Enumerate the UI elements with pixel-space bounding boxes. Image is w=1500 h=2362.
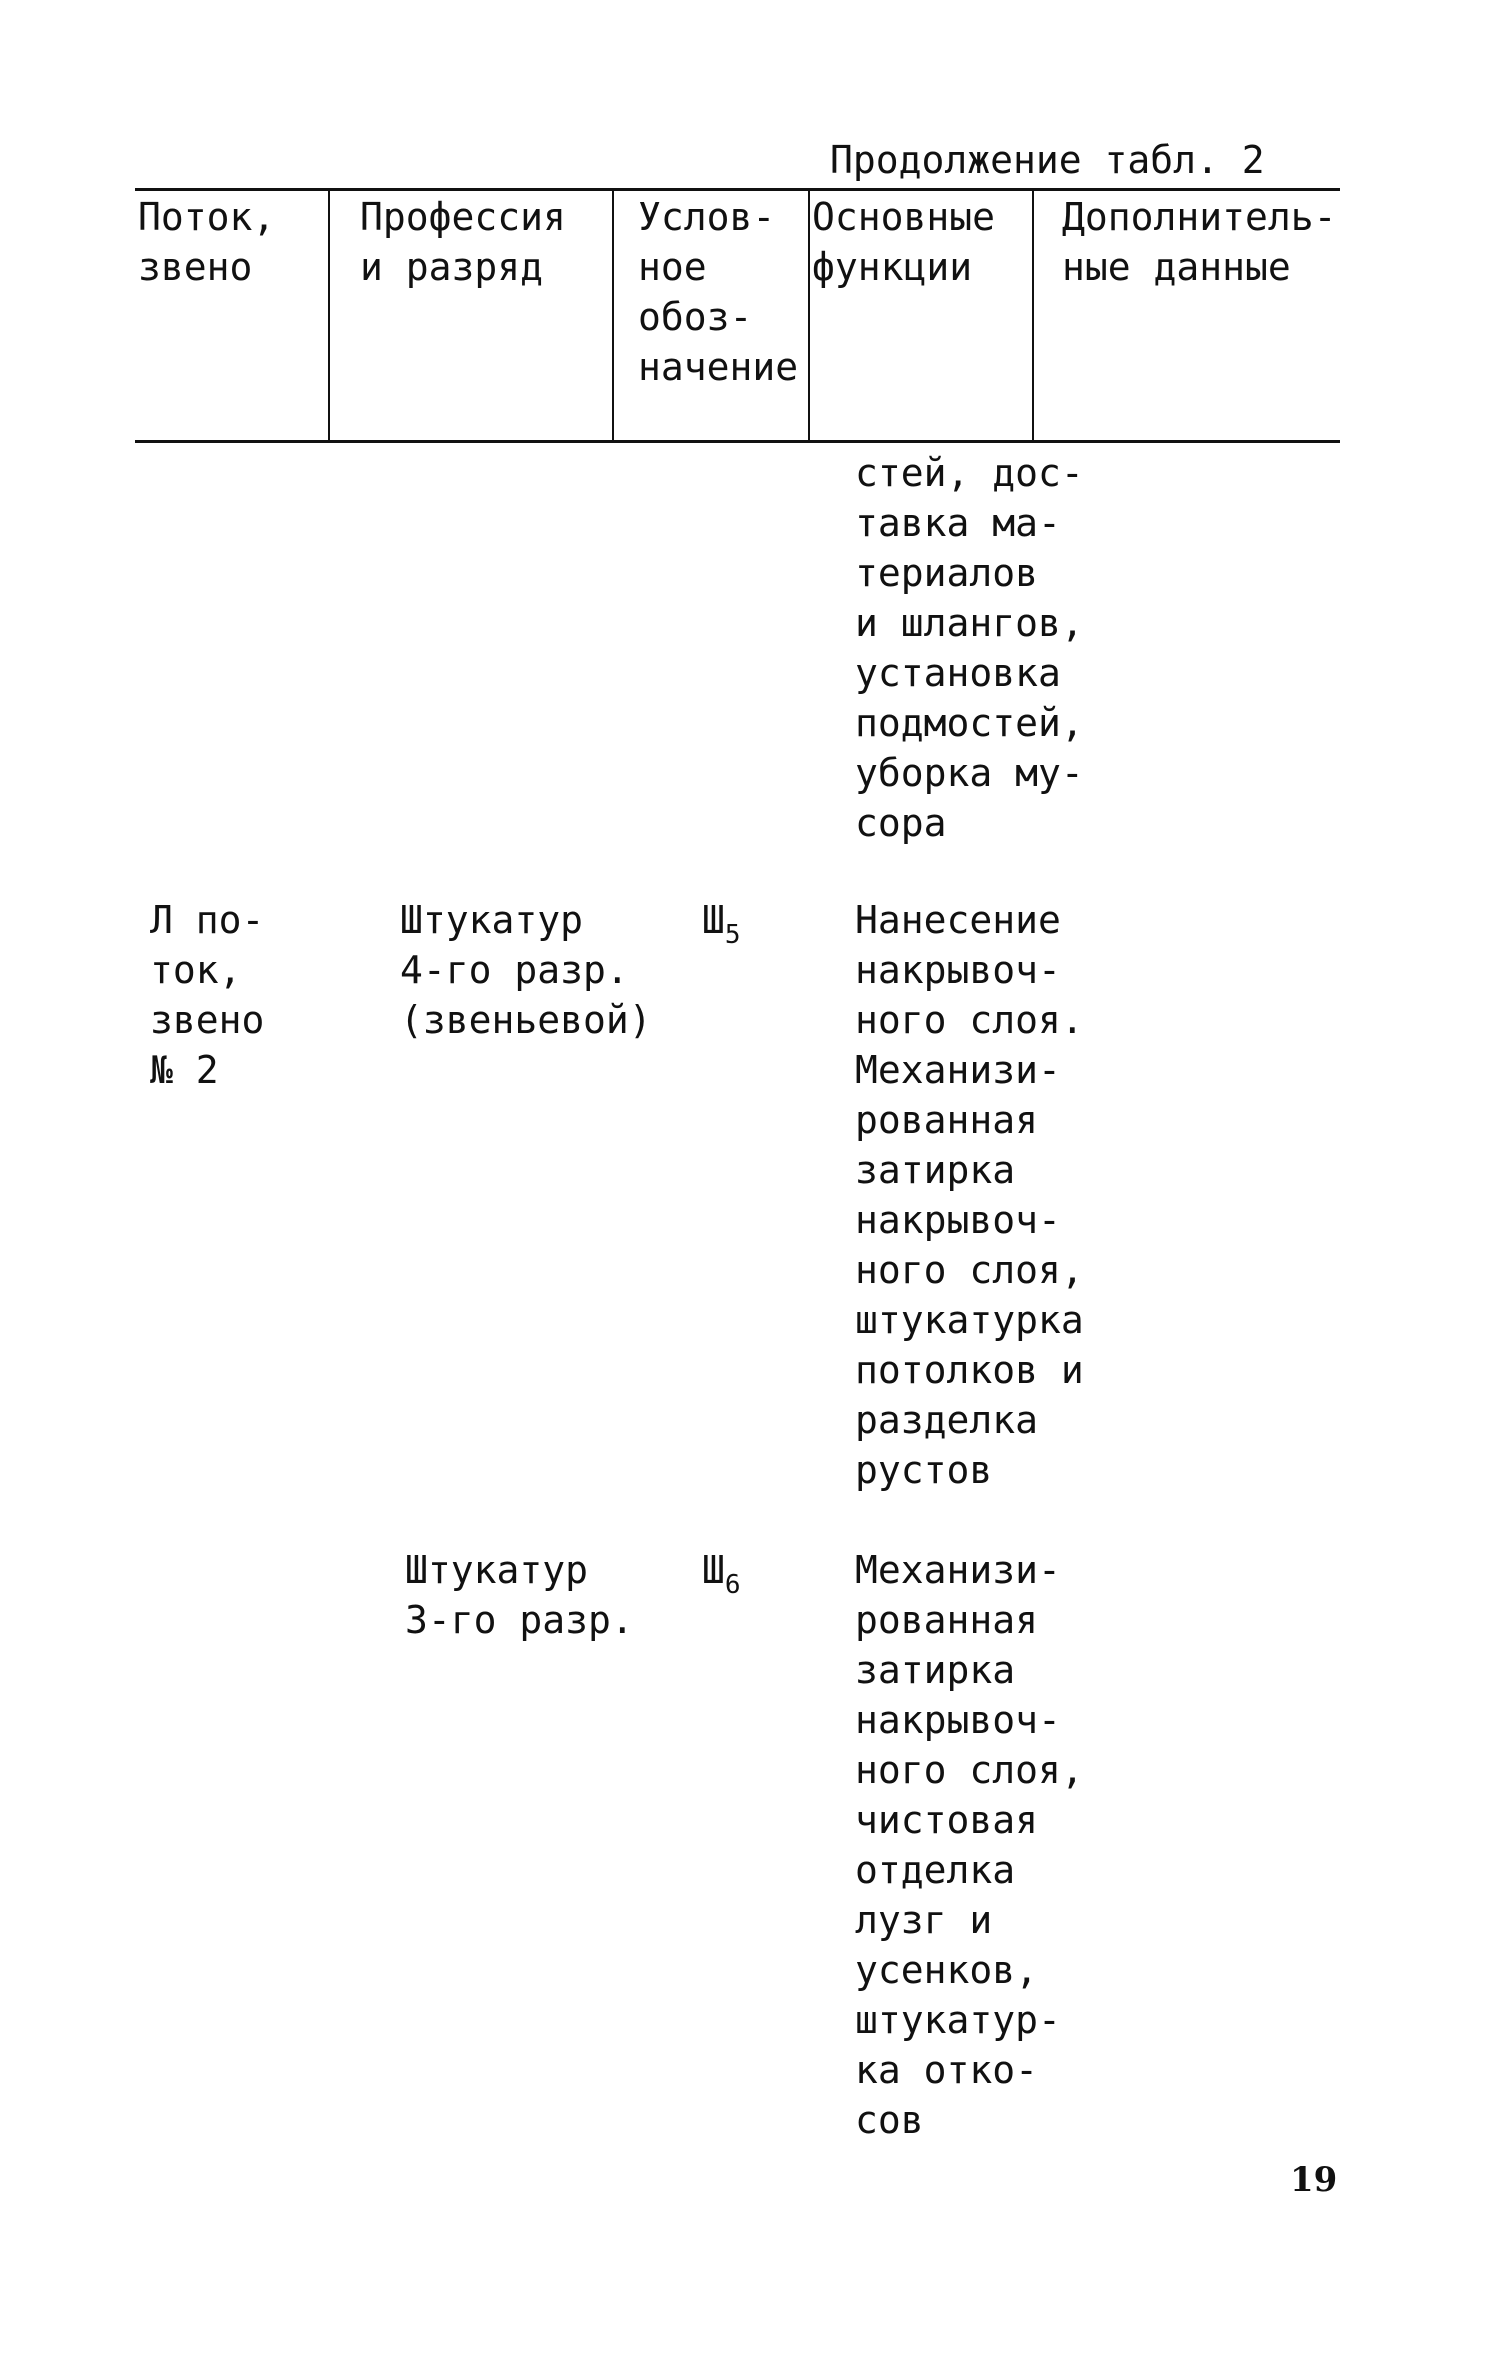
table-header-bottom-rule [135,440,1340,443]
row-1-flow: Л по- ток, звено № 2 [150,898,265,1092]
row-2-symbol-letter: Ш [702,1548,725,1592]
row-1-profession: Штукатур 4-го разр. (звеньевой) [400,898,652,1042]
row-2-symbol-subscript: 6 [724,1570,741,1600]
row-2-symbol [702,1545,741,1600]
page-number: 19 [1290,2160,1338,2200]
header-functions: Основные функции [812,195,996,289]
header-symbol: Услов- ное обоз- начение [638,195,799,389]
column-divider-1 [328,190,330,442]
row-1-symbol-letter: Ш [702,898,725,942]
column-divider-2 [612,190,614,442]
row-2-profession: Штукатур 3-го разр. [405,1548,634,1642]
table-top-rule [135,188,1340,191]
table-caption: Продолжение табл. 2 [830,138,1265,182]
row-1-symbol-subscript: 5 [724,920,741,950]
continued-functions: стей, дос- тавка ма- териалов и шлангов, установка подмостей, уборка му- сора [855,451,1084,845]
header-profession: Профессия и разряд [360,195,566,289]
row-1-functions: Нанесение накрывоч- ного слоя. Механизи- рованная затирка накрывоч- ного слоя, штукатурка потолков и разделка рустов [855,898,1084,1492]
row-1-symbol [702,895,741,950]
column-divider-3 [808,190,810,442]
row-2-functions: Механизи- рованная затирка накрывоч- ного слоя, чистовая отделка лузг и усенков, штукатур- ка отко- сов [855,1548,1084,2142]
column-divider-4 [1032,190,1034,442]
header-flow: Поток, звено [138,195,276,289]
header-extra-data: Дополнитель- ные данные [1062,195,1337,289]
